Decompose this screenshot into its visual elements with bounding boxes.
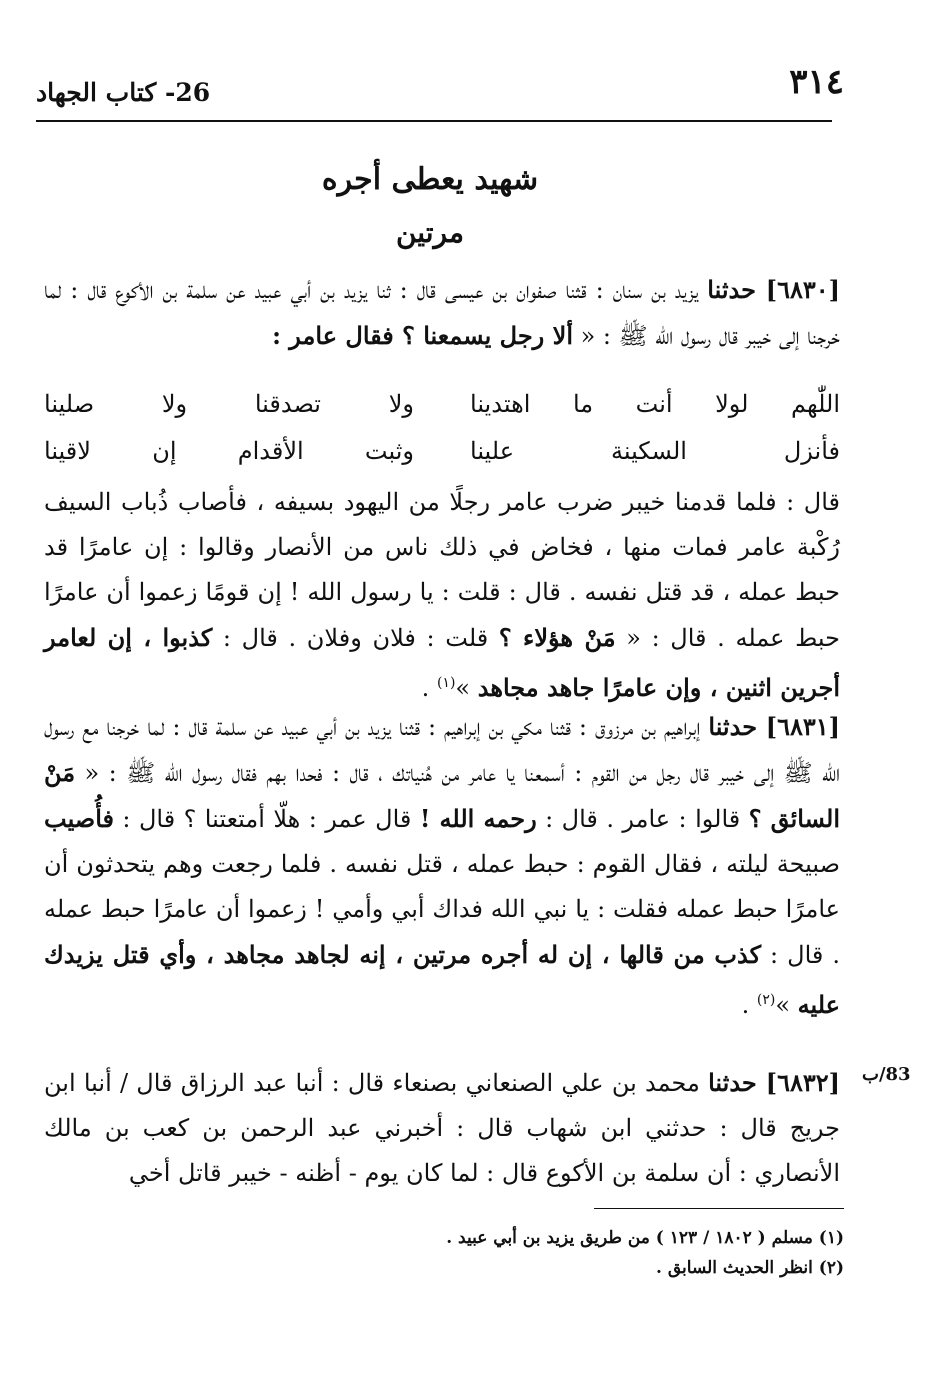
verse-hemistich-left: ولا تصدقنا ولا صلينا (44, 390, 414, 418)
hadith-text: فقال عامر : (272, 321, 403, 350)
footnote-ref: (١) (436, 675, 456, 691)
chapter-title: 26- كتاب الجهاد (36, 78, 211, 107)
period: . (741, 991, 757, 1019)
prophetic-words: مَنْ هؤلاء ؟ (498, 623, 616, 652)
manuscript-folio-note: 83/ب (862, 1064, 911, 1085)
verse-line (44, 390, 840, 434)
haddathana: حدثنا (708, 712, 766, 741)
hadith-number: [٦٨٣٠] (765, 275, 840, 304)
hadith-text: قال عمر : هلّا أمتعتنا ؟ قال : (113, 805, 420, 833)
isnad-text: يزيد بن سنان : قثنا صفوان بن عيسى قال : ثنا يزيد بن أبي عبيد عن سلمة بن الأكوع قال : لما خرجنا إلى خيبر قال رسول الله ﷺ : « (44, 276, 840, 350)
prophetic-words: كذب من قالها ، إن له أجره مرتين ، إنه لجاهد مجاهد ، وأي قتل يزيدك عليه (44, 940, 840, 1019)
footnote-ref: (٢) (756, 992, 776, 1008)
quote-close: » (775, 991, 798, 1019)
section-heading: شهيد يعطى أجره (321, 162, 539, 197)
period: . (421, 674, 437, 702)
verse-line (44, 437, 840, 481)
hadith-text-bold: فأُصيب (44, 804, 114, 833)
hadith-text: صبيحة ليلته ، فقال القوم : حبط عمله ، قتل نفسه . فلما رجعت وهم يتحدثون أن عامرًا حبط عمله فقلت : يا نبي الله فداك أبي وأمي ! زعموا أن عامرًا حبط عمله . قال : (44, 850, 841, 969)
hadith-number: [٦٨٣٢] (765, 1068, 840, 1097)
section-subheading: مرتين (395, 216, 464, 249)
quote-close: » (455, 674, 478, 702)
hadith-6832 (44, 1060, 840, 1196)
prophetic-words: ألا رجل يسمعنا ؟ (402, 321, 573, 350)
hadith-text: قلت : فلان وفلان . قال : (212, 624, 499, 652)
prophetic-words: مَنْ السائق ؟ (44, 758, 840, 833)
hadith-6830 (44, 267, 840, 359)
hadith-number: [٦٨٣١] (765, 712, 840, 741)
hadith-text: قالوا : عامر . قال : (536, 805, 749, 833)
hadith-6830-continued (44, 480, 840, 711)
hadith-text: قال : فلما قدمنا خيبر ضرب عامر رجلًا من اليهود بسيفه ، فأصاب ذُباب السيف رُكْبة عامر فمات منها ، فخاض في ذلك ناس من الأنصار وقالوا : إن عامرًا قد حبط عمله ، قد قتل نفسه . قال : قلت : يا رسول الله ! إن قومًا زعموا أن عامرًا حبط عمله . قال : « (44, 488, 840, 652)
verse-hemistich-left: وثبت الأقدام إن لاقينا (44, 437, 414, 465)
hadith-6831 (44, 704, 840, 1028)
prophetic-words: رحمه الله ! (419, 804, 537, 833)
header-rule (36, 120, 832, 122)
haddathana: حدثنا (708, 1068, 766, 1097)
prophetic-words: كذبوا ، إن لعامر أجرين اثنين ، وإن عامرًا جاهد مجاهد (44, 623, 840, 702)
isnad-text: إبراهيم بن مرزوق : قثنا مكي بن إبراهيم : قثنا يزيد بن أبي عبيد عن سلمة قال : لما خرجنا مع رسول الله ﷺ إلى خيبر قال رجل من القوم : أسمعنا يا عامر من هُنياتك ، قال : فحدا بهم فقال رسول الله ﷺ : « (44, 713, 840, 787)
footnote-rule (594, 1208, 844, 1209)
page-number: ٣١٤ (789, 62, 844, 102)
isnad-text: محمد بن علي الصنعاني بصنعاء قال : أنبا عبد الرزاق قال / أنبا ابن جريج قال : حدثني ابن شهاب قال : أخبرني عبد الرحمن بن كعب بن مالك الأنصاري : أن سلمة بن الأكوع قال : لما كان يوم - أظنه - خيبر قاتل أخي (44, 1069, 840, 1187)
footnote-2: (٢) انظر الحديث السابق . (656, 1258, 844, 1278)
verse-hemistich-right: فأنزل السكينة علينا (470, 437, 840, 465)
haddathana: حدثنا (707, 275, 766, 304)
verse-hemistich-right: اللّٰهم لولا أنت ما اهتدينا (470, 390, 840, 418)
footnote-1: (١) مسلم ( ١٨٠٢ / ١٢٣ ) من طريق يزيد بن أبي عبيد . (446, 1228, 844, 1248)
